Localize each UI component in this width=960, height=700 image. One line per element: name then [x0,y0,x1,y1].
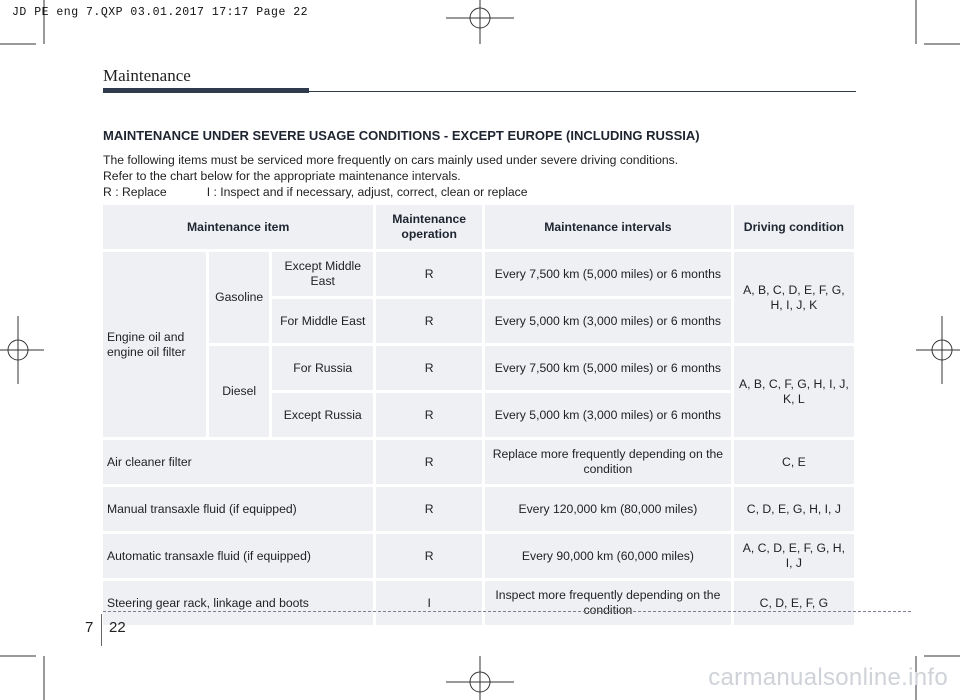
row-item: Automatic transaxle fluid (if equipped) [103,534,373,578]
row-item: Air cleaner filter [103,440,373,484]
diesel-interval: Every 7,500 km (5,000 miles) or 6 months [485,346,731,390]
table-row [103,252,854,296]
diesel-operation: R [376,393,482,437]
gasoline-condition: A, B, C, D, E, F, G, H, I, J, K [734,252,854,343]
legend-replace: R : Replace [103,185,167,199]
row-condition: A, C, D, E, F, G, H, I, J [734,534,854,578]
intro-line-1: The following items must be serviced more frequently on cars mainly used under severe driving conditions. [103,153,679,167]
section-title-underline [309,91,856,92]
table-header-row [103,205,854,249]
legend [103,184,858,200]
row-operation: I [376,581,482,625]
section-title: Maintenance [103,66,191,85]
gasoline-interval: Every 5,000 km (3,000 miles) or 6 months [485,299,731,343]
page-number-divider [101,614,102,646]
table-row [103,487,854,531]
table-row [103,581,854,625]
diesel-region: For Russia [272,346,373,390]
gasoline-label: Gasoline [209,252,269,343]
row-condition: C, D, E, F, G [734,581,854,625]
gasoline-operation: R [376,299,482,343]
header-driving-condition: Driving condition [734,205,854,249]
row-operation: R [376,534,482,578]
intro-line-2: Refer to the chart below for the appropriate maintenance intervals. [103,169,461,183]
chapter-number: 7 [85,619,94,636]
diesel-condition: A, B, C, F, G, H, I, J, K, L [734,346,854,437]
diesel-region: Except Russia [272,393,373,437]
footer-rule [103,611,911,612]
legend-inspect: I : Inspect and if necessary, adjust, correct, clean or replace [206,185,528,199]
watermark: carmanualsonline.info [708,664,948,691]
row-condition: C, E [734,440,854,484]
row-condition: C, D, E, G, H, I, J [734,487,854,531]
header-maintenance-item: Maintenance item [103,205,373,249]
header-maintenance-intervals: Maintenance intervals [485,205,731,249]
gasoline-interval: Every 7,500 km (5,000 miles) or 6 months [485,252,731,296]
row-item: Manual transaxle fluid (if equipped) [103,487,373,531]
table-row [103,534,854,578]
content [103,128,858,200]
row-interval: Replace more frequently depending on the condition [485,440,731,484]
diesel-label: Diesel [209,346,269,437]
section-title-rule [103,88,309,93]
print-slug: JD PE eng 7.QXP 03.01.2017 17:17 Page 22 [12,6,309,19]
row-interval: Inspect more frequently depending on the condition [485,581,731,625]
row-interval: Every 120,000 km (80,000 miles) [485,487,731,531]
table-row [103,346,854,390]
page-number: 22 [109,619,126,636]
diesel-interval: Every 5,000 km (3,000 miles) or 6 months [485,393,731,437]
row-operation: R [376,487,482,531]
engine-oil-item: Engine oil and engine oil filter [103,252,206,437]
maintenance-table [100,202,857,628]
row-item: Steering gear rack, linkage and boots [103,581,373,625]
table-row [103,440,854,484]
gasoline-operation: R [376,252,482,296]
page-heading: MAINTENANCE UNDER SEVERE USAGE CONDITIONS - EXCEPT EUROPE (INCLUDING RUSSIA) [103,128,700,143]
header-maintenance-operation: Maintenance operation [376,205,482,249]
gasoline-region: For Middle East [272,299,373,343]
row-interval: Every 90,000 km (60,000 miles) [485,534,731,578]
row-operation: R [376,440,482,484]
diesel-operation: R [376,346,482,390]
gasoline-region: Except Middle East [272,252,373,296]
